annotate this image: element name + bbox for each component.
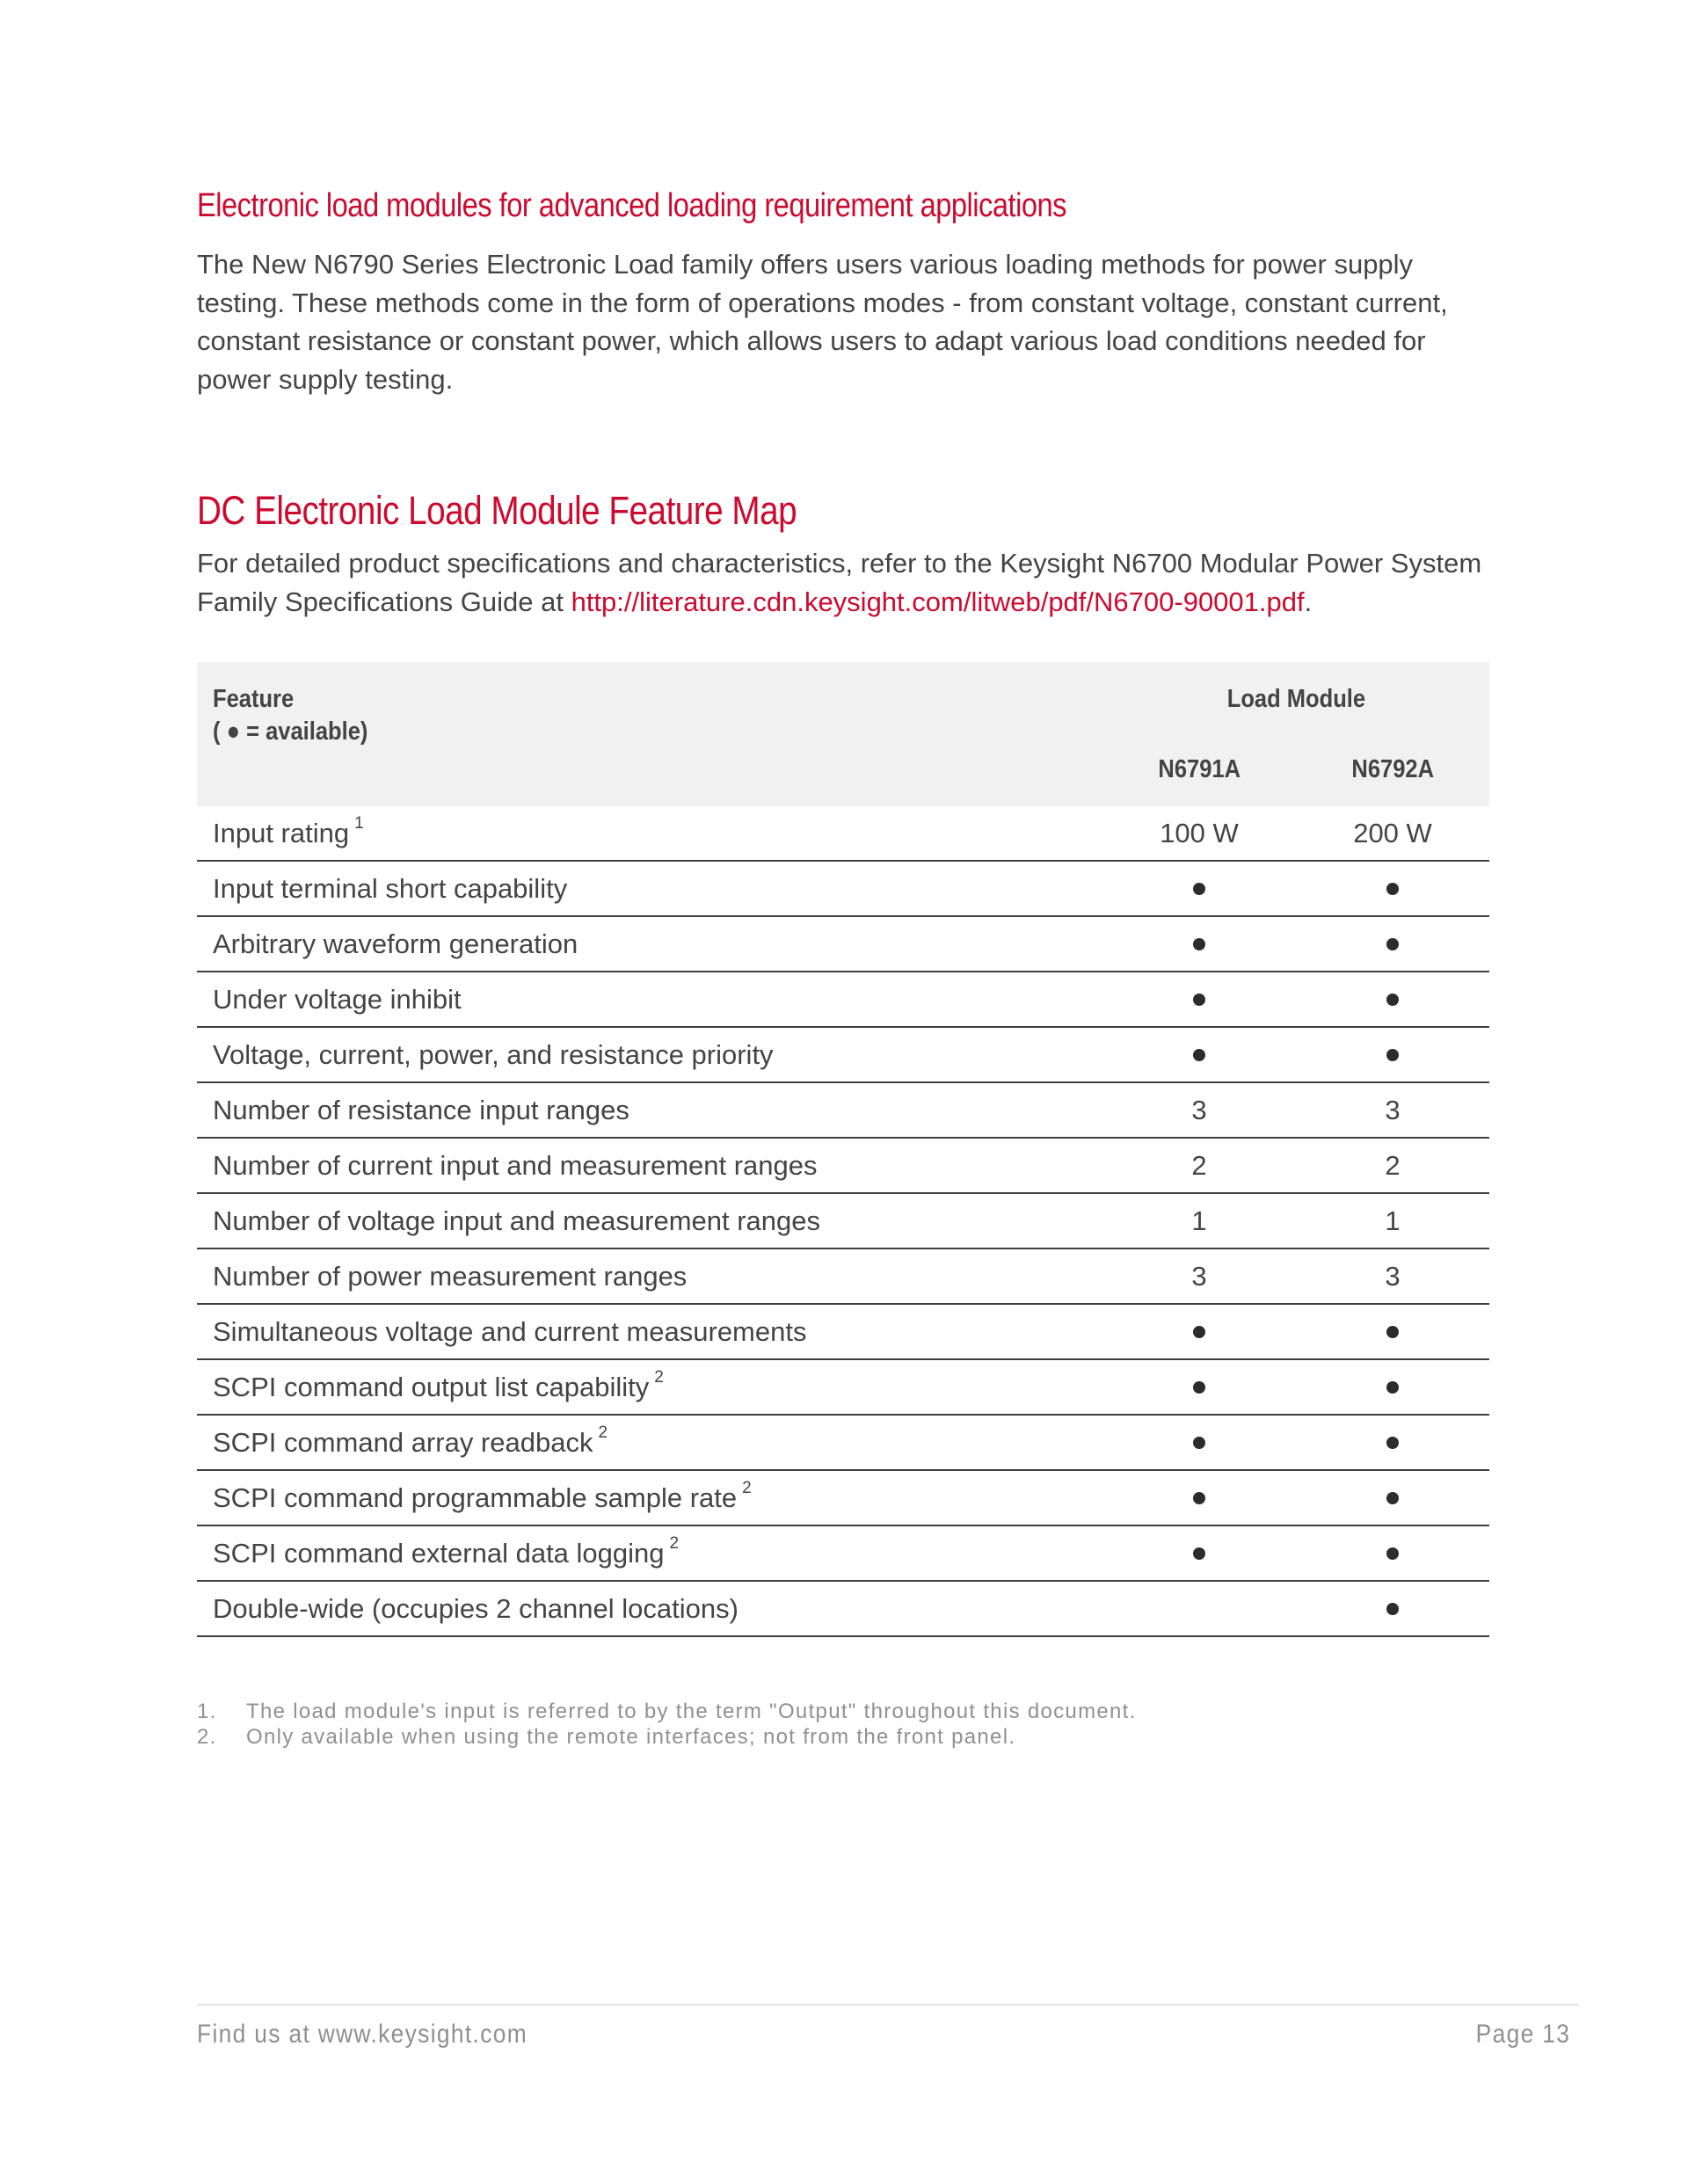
feature-cell [197, 1581, 1102, 1636]
value-cell-n6791a [1102, 1525, 1296, 1581]
feature-cell [197, 1138, 1102, 1193]
value-text: 2 [1385, 1149, 1401, 1181]
feature-cell [197, 1470, 1102, 1525]
value-cell-n6792a [1296, 1249, 1489, 1304]
value-cell-n6791a [1102, 1027, 1296, 1082]
available-dot-icon [1386, 883, 1399, 895]
available-dot-icon [1193, 1492, 1205, 1504]
available-dot-icon [1386, 1492, 1399, 1504]
feature-label: Number of resistance input ranges [213, 1094, 629, 1125]
table-row [197, 1082, 1489, 1138]
feature-cell [197, 972, 1102, 1027]
feature-label: Double-wide (occupies 2 channel locations) [213, 1592, 738, 1624]
section-body-paragraph: The New N6790 Series Electronic Load family offers users various loading methods for power supply testing. These methods come in the form of operations modes - from constant voltage, constant current, constant resistance or constant power, which allows users to adapt various load conditions needed for power supply testing. [197, 249, 1448, 395]
section-heading-feature-map: DC Electronic Load Module Feature Map [197, 488, 797, 533]
feature-map-table [197, 662, 1489, 1637]
footnote-text: The load module's input is referred to by the term "Output" throughout this document. [246, 1700, 1137, 1723]
feature-cell [197, 1193, 1102, 1249]
load-module-label: Load Module [1226, 685, 1365, 713]
feature-cell [197, 1525, 1102, 1581]
table-row [197, 1359, 1489, 1415]
footer-page-number: Page 13 [1475, 2020, 1570, 2049]
value-cell-n6791a [1102, 1082, 1296, 1138]
value-cell-n6792a [1296, 1138, 1489, 1193]
table-row [197, 972, 1489, 1027]
available-dot-icon [1386, 1326, 1399, 1338]
feature-label: Input rating [213, 817, 350, 848]
feature-label: Under voltage inhibit [213, 983, 462, 1015]
value-text: 2 [1191, 1149, 1207, 1181]
value-cell-n6791a [1102, 861, 1296, 916]
feature-label: Input terminal short capability [213, 872, 568, 904]
value-cell-n6792a [1296, 916, 1489, 972]
available-dot-icon [1386, 938, 1399, 950]
table-row [197, 916, 1489, 972]
table-row [197, 1581, 1489, 1636]
value-cell-n6792a [1296, 1082, 1489, 1138]
value-cell-n6791a [1102, 972, 1296, 1027]
feature-label: SCPI command output list capability [213, 1371, 650, 1402]
value-cell-n6791a [1102, 1359, 1296, 1415]
value-cell-n6792a [1296, 806, 1489, 861]
table-header [197, 662, 1489, 806]
feature-label: Number of power measurement ranges [213, 1260, 688, 1292]
feature-cell [197, 1304, 1102, 1359]
value-text: 1 [1385, 1205, 1401, 1236]
available-dot-icon [1193, 1381, 1205, 1394]
value-cell-n6792a [1296, 1470, 1489, 1525]
feature-column-header [197, 662, 1102, 806]
feature-map-intro [197, 544, 1489, 622]
feature-cell [197, 916, 1102, 972]
available-dot-icon [1193, 1049, 1205, 1061]
feature-header-label: Feature [213, 685, 295, 713]
footnote-item [197, 1724, 1489, 1750]
footnote-number: 2. [197, 1725, 217, 1749]
available-dot-icon [1193, 938, 1205, 950]
value-cell-n6791a [1102, 1193, 1296, 1249]
value-text: 3 [1191, 1094, 1207, 1125]
table-row [197, 1470, 1489, 1525]
value-cell-n6791a [1102, 806, 1296, 861]
footnote-ref: 2 [654, 1367, 664, 1387]
model-label: N6792A [1351, 755, 1434, 783]
value-cell-n6791a [1102, 1470, 1296, 1525]
feature-cell [197, 861, 1102, 916]
intro-end: . [1304, 586, 1313, 617]
model-header-n6791a [1102, 736, 1296, 806]
value-cell-n6792a [1296, 1304, 1489, 1359]
value-cell-n6792a [1296, 1027, 1489, 1082]
table-row [197, 806, 1489, 861]
feature-label: Simultaneous voltage and current measurements [213, 1315, 807, 1347]
feature-label: SCPI command array readback [213, 1426, 593, 1458]
footer-divider [197, 2004, 1579, 2006]
value-cell-n6792a [1296, 1581, 1489, 1636]
available-dot-icon [1386, 1547, 1399, 1560]
table-row [197, 1138, 1489, 1193]
table-row [197, 1415, 1489, 1470]
table-row [197, 1304, 1489, 1359]
page-content [197, 180, 1489, 1750]
value-text: 3 [1385, 1094, 1401, 1125]
footnote-ref: 2 [598, 1423, 608, 1442]
available-dot-icon [1193, 1437, 1205, 1449]
footnote-ref: 1 [354, 813, 364, 833]
value-text: 3 [1385, 1260, 1401, 1292]
footnote-number: 1. [197, 1700, 217, 1723]
footnote-ref: 2 [742, 1478, 752, 1497]
feature-label: SCPI command external data logging [213, 1537, 665, 1569]
value-text: 100 W [1160, 817, 1239, 848]
footnote-ref: 2 [669, 1533, 680, 1553]
feature-label: Arbitrary waveform generation [213, 928, 578, 959]
value-cell-n6791a [1102, 1304, 1296, 1359]
specifications-guide-link[interactable]: http://literature.cdn.keysight.com/litweb/pdf/N6700-90001.pdf [571, 586, 1305, 617]
value-cell-n6791a [1102, 1138, 1296, 1193]
available-dot-icon [1193, 883, 1205, 895]
footer-website: Find us at www.keysight.com [197, 2020, 528, 2049]
value-cell-n6792a [1296, 861, 1489, 916]
feature-cell [197, 1082, 1102, 1138]
available-dot-icon [1386, 1603, 1399, 1615]
feature-legend: ( ● = available) [213, 717, 368, 746]
available-dot-icon [1386, 1437, 1399, 1449]
model-header-n6792a [1296, 736, 1489, 806]
available-dot-icon [1386, 1381, 1399, 1394]
section-heading-load-modules: Electronic load modules for advanced loading requirement applications [197, 187, 1066, 224]
table-row [197, 1525, 1489, 1581]
feature-cell [197, 1415, 1102, 1470]
value-cell-n6792a [1296, 1359, 1489, 1415]
value-cell-n6792a [1296, 972, 1489, 1027]
table-body [197, 806, 1489, 1636]
available-dot-icon [1193, 1326, 1205, 1338]
intro-text: For detailed product specifications and characteristics, refer to the Keysight N6700 Modular Power System Family Specifications Guide at [197, 548, 1482, 617]
value-cell-n6792a [1296, 1193, 1489, 1249]
feature-label: Voltage, current, power, and resistance priority [213, 1038, 774, 1070]
footnotes-list [197, 1699, 1489, 1750]
value-cell-n6792a [1296, 1415, 1489, 1470]
value-text: 3 [1191, 1260, 1207, 1292]
value-cell-n6791a [1102, 1581, 1296, 1636]
value-text: 200 W [1353, 817, 1432, 848]
available-dot-icon [1193, 994, 1205, 1006]
value-cell-n6791a [1102, 1249, 1296, 1304]
table-row [197, 1249, 1489, 1304]
load-module-group-header [1102, 662, 1489, 736]
value-text: 1 [1191, 1205, 1207, 1236]
footnote-text: Only available when using the remote interfaces; not from the front panel. [246, 1725, 1016, 1749]
table-row [197, 861, 1489, 916]
available-dot-icon [1386, 994, 1399, 1006]
table-row [197, 1027, 1489, 1082]
value-cell-n6792a [1296, 1525, 1489, 1581]
model-label: N6791A [1158, 755, 1241, 783]
available-dot-icon [1193, 1547, 1205, 1560]
feature-cell [197, 806, 1102, 861]
available-dot-icon [1386, 1049, 1399, 1061]
value-cell-n6791a [1102, 916, 1296, 972]
feature-cell [197, 1249, 1102, 1304]
feature-label: SCPI command programmable sample rate [213, 1481, 738, 1513]
value-cell-n6791a [1102, 1415, 1296, 1470]
feature-cell [197, 1027, 1102, 1082]
table-row [197, 1193, 1489, 1249]
feature-cell [197, 1359, 1102, 1415]
footnote-item [197, 1699, 1489, 1724]
feature-label: Number of voltage input and measurement ranges [213, 1205, 821, 1236]
feature-label: Number of current input and measurement ranges [213, 1149, 818, 1181]
